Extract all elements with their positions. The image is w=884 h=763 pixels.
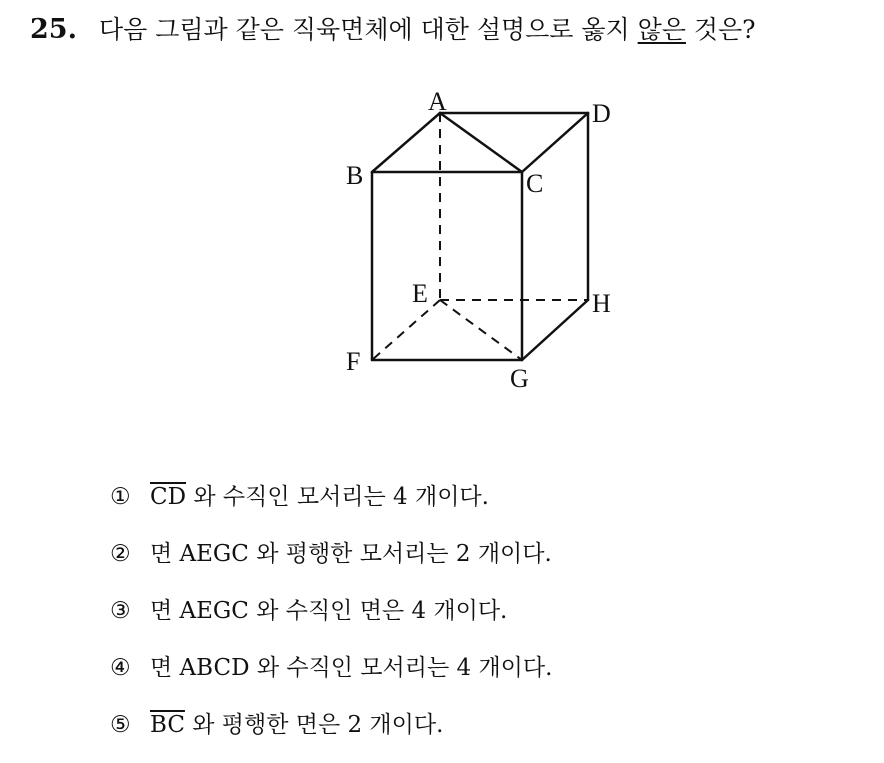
choice-3[interactable] [110, 592, 552, 630]
question-text-after: 것은? [685, 15, 756, 44]
edge-cd [522, 113, 588, 172]
choice-text: 면 AEGC 와 수직인 면은 4 개이다. [150, 598, 508, 624]
choice-number: ① [110, 484, 131, 510]
cuboid-diagram [300, 80, 660, 400]
choice-number: ③ [110, 598, 131, 624]
choice-number: ⑤ [110, 712, 131, 738]
choice-number: ② [110, 541, 131, 567]
edge-ab [372, 113, 440, 172]
vertex-label-f: F [346, 347, 361, 376]
segment-label: $\overline{CD}$ [150, 484, 187, 510]
answer-choices [110, 478, 552, 763]
choice-text: 면 AEGC 와 평행한 모서리는 2 개이다. [150, 541, 552, 567]
edge-ac [440, 113, 522, 172]
vertex-label-e: E [412, 279, 428, 308]
question-number: 25. [30, 14, 77, 45]
vertex-label-d: D [592, 99, 611, 128]
vertex-label-b: B [346, 161, 364, 190]
choice-text: 면 ABCD 와 수직인 모서리는 4 개이다. [150, 655, 553, 681]
choice-4[interactable] [110, 649, 552, 687]
vertex-label-a: A [428, 87, 447, 116]
segment-label: $\overline{BC}$ [150, 712, 185, 738]
choice-1[interactable] [110, 478, 552, 516]
edge-gh [522, 300, 588, 360]
cuboid-figure [300, 80, 660, 400]
edge-eg-hidden [440, 300, 522, 360]
edge-ef-hidden [372, 300, 440, 360]
choice-text: 와 평행한 면은 2 개이다. [184, 712, 444, 738]
question-text-underlined: 않은 [637, 15, 686, 44]
choice-2[interactable] [110, 535, 552, 573]
question-header [30, 10, 756, 50]
choice-text: 와 수직인 모서리는 4 개이다. [186, 484, 489, 510]
vertex-label-c: C [526, 169, 544, 198]
choice-number: ④ [110, 655, 131, 681]
choice-5[interactable] [110, 706, 552, 744]
vertex-label-g: G [510, 364, 529, 393]
question-text-before: 다음 그림과 같은 직육면체에 대한 설명으로 옳지 [98, 15, 638, 44]
vertex-label-h: H [592, 289, 611, 318]
